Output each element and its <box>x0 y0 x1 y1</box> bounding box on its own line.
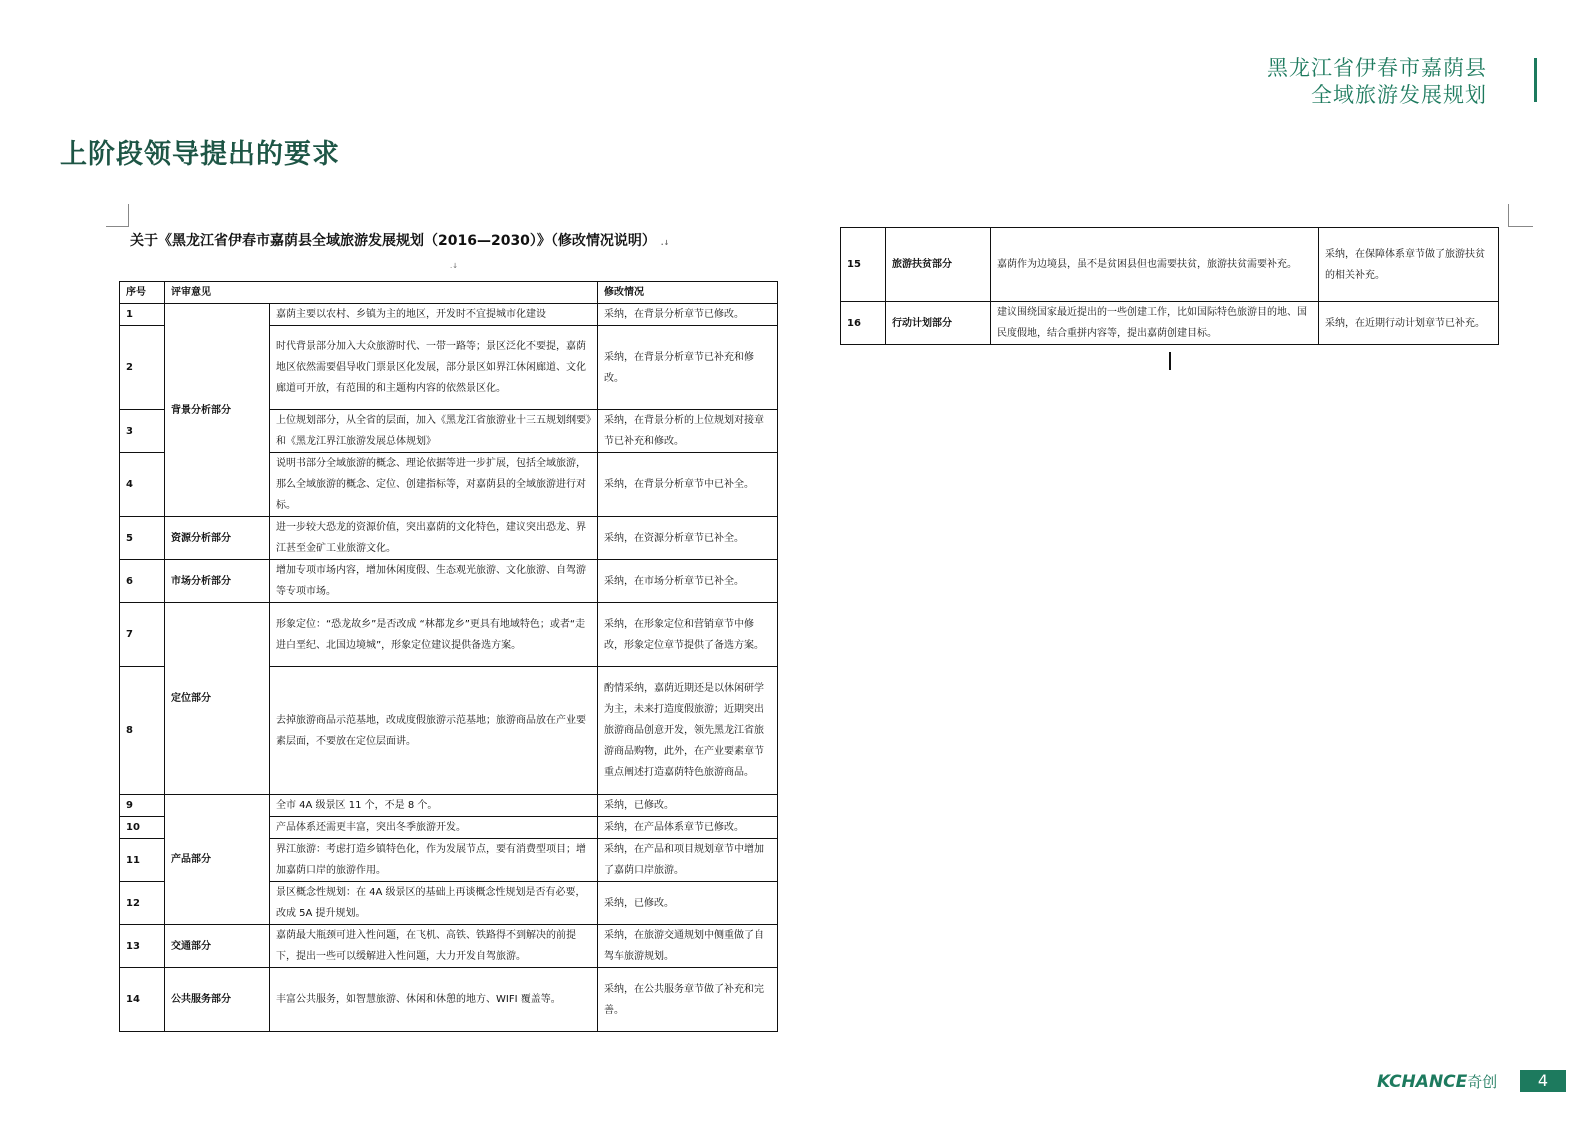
category-transport: 交通部分 <box>165 925 270 968</box>
row-number: 2 <box>120 326 165 410</box>
text-cursor <box>1169 352 1171 370</box>
category-background: 背景分析部分 <box>165 304 270 517</box>
row-opinion: 上位规划部分，从全省的层面，加入《黑龙江省旅游业十三五规划纲要》和《黑龙江界江旅游发展总体规划》 <box>270 410 598 453</box>
header-title-line1: 黑龙江省伊春市嘉荫县 <box>1267 56 1487 80</box>
row-number: 3 <box>120 410 165 453</box>
row-opinion: 建议围绕国家最近提出的一些创建工作，比如国际特色旅游目的地、国民度假地，结合重拼内容等，提出嘉荫创建目标。 <box>991 302 1319 345</box>
row-number: 15 <box>841 228 886 302</box>
review-table-left <box>119 281 778 1032</box>
header-opinion: 评审意见 <box>165 282 598 304</box>
row-opinion: 时代背景部分加入大众旅游时代、一带一路等；景区泛化不要提，嘉荫地区依然需要倡导收门票景区化发展，部分景区如界江休闲廊道、文化廊道可开放，有范围的和主题构内容的依然景区化。 <box>270 326 598 410</box>
paragraph-mark: .↓ <box>660 239 670 247</box>
table-row <box>120 603 778 667</box>
table-row <box>841 302 1499 345</box>
category-positioning: 定位部分 <box>165 603 270 795</box>
row-number: 6 <box>120 560 165 603</box>
table-header-row <box>120 282 778 304</box>
row-number: 8 <box>120 667 165 795</box>
category-poverty: 旅游扶贫部分 <box>886 228 991 302</box>
row-number: 11 <box>120 839 165 882</box>
row-opinion: 产品体系还需更丰富，突出冬季旅游开发。 <box>270 817 598 839</box>
category-resource: 资源分析部分 <box>165 517 270 560</box>
row-number: 16 <box>841 302 886 345</box>
table-row <box>120 517 778 560</box>
kchance-logo <box>1377 1071 1497 1092</box>
row-number: 4 <box>120 453 165 517</box>
row-result: 采纳，在产品体系章节已修改。 <box>598 817 778 839</box>
row-result: 采纳，已修改。 <box>598 795 778 817</box>
row-opinion: 去掉旅游商品示范基地，改成度假旅游示范基地；旅游商品放在产业要素层面，不要放在定位层面讲。 <box>270 667 598 795</box>
row-result: 采纳，在背景分析章节已修改。 <box>598 304 778 326</box>
table-row <box>120 304 778 326</box>
row-number: 12 <box>120 882 165 925</box>
paragraph-mark-2: .↓ <box>450 262 459 270</box>
row-opinion: 全市 4A 级景区 11 个，不是 8 个。 <box>270 795 598 817</box>
row-result: 采纳，在资源分析章节已补全。 <box>598 517 778 560</box>
document-title <box>130 230 669 250</box>
row-number: 5 <box>120 517 165 560</box>
row-opinion: 嘉荫作为边境县，虽不是贫困县但也需要扶贫，旅游扶贫需要补充。 <box>991 228 1319 302</box>
row-opinion: 界江旅游：考虑打造乡镇特色化，作为发展节点，要有消费型项目；增加嘉荫口岸的旅游作用。 <box>270 839 598 882</box>
page-number: 4 <box>1520 1070 1566 1092</box>
row-number: 7 <box>120 603 165 667</box>
header-number: 序号 <box>120 282 165 304</box>
row-opinion: 说明书部分全域旅游的概念、理论依据等进一步扩展，包括全域旅游，那么全域旅游的概念、定位、创建指标等，对嘉荫县的全域旅游进行对标。 <box>270 453 598 517</box>
row-opinion: 嘉荫最大瓶颈可进入性问题，在飞机、高铁、铁路得不到解决的前提下，提出一些可以缓解进入性问题，大力开发自驾旅游。 <box>270 925 598 968</box>
table-row <box>841 228 1499 302</box>
row-result: 采纳，已修改。 <box>598 882 778 925</box>
row-number: 13 <box>120 925 165 968</box>
crop-mark-top-left <box>106 204 129 227</box>
row-opinion: 丰富公共服务，如智慧旅游、休闲和休憩的地方、WIFI 覆盖等。 <box>270 968 598 1032</box>
row-opinion: 嘉荫主要以农村、乡镇为主的地区，开发时不宜提城市化建设 <box>270 304 598 326</box>
category-action-plan: 行动计划部分 <box>886 302 991 345</box>
document-title-text: 关于《黑龙江省伊春市嘉荫县全域旅游发展规划（2016—2030）》（修改情况说明） <box>130 233 656 249</box>
page-title: 上阶段领导提出的要求 <box>60 139 340 170</box>
logo-latin: KCHANCE <box>1377 1072 1468 1092</box>
category-product: 产品部分 <box>165 795 270 925</box>
row-result: 采纳，在形象定位和营销章节中修改，形象定位章节提供了备选方案。 <box>598 603 778 667</box>
table-row <box>120 968 778 1032</box>
header-accent-bar <box>1534 58 1537 102</box>
row-opinion: 形象定位：“恐龙故乡”是否改成 “林都龙乡”更具有地域特色；或者“走进白垩纪、北国边境城”，形象定位建议提供备选方案。 <box>270 603 598 667</box>
header-result: 修改情况 <box>598 282 778 304</box>
row-number: 10 <box>120 817 165 839</box>
row-result: 采纳，在背景分析的上位规划对接章节已补充和修改。 <box>598 410 778 453</box>
table-row <box>120 795 778 817</box>
logo-cn: 奇创 <box>1467 1073 1498 1091</box>
row-opinion: 景区概念性规划：在 4A 级景区的基础上再谈概念性规划是否有必要，改成 5A 提升规划。 <box>270 882 598 925</box>
crop-mark-top-right <box>1508 204 1533 227</box>
row-number: 14 <box>120 968 165 1032</box>
row-result: 采纳，在产品和项目规划章节中增加了嘉荫口岸旅游。 <box>598 839 778 882</box>
row-result: 采纳，在旅游交通规划中侧重做了自驾车旅游规划。 <box>598 925 778 968</box>
row-opinion: 增加专项市场内容，增加休闲度假、生态观光旅游、文化旅游、自驾游等专项市场。 <box>270 560 598 603</box>
category-public-service: 公共服务部分 <box>165 968 270 1032</box>
row-result: 采纳，在公共服务章节做了补充和完善。 <box>598 968 778 1032</box>
row-result: 酌情采纳，嘉荫近期还是以休闲研学为主，未来打造度假旅游；近期突出旅游商品创意开发，领先黑龙江省旅游商品购物，此外，在产业要素章节重点阐述打造嘉荫特色旅游商品。 <box>598 667 778 795</box>
table-row <box>120 925 778 968</box>
row-number: 9 <box>120 795 165 817</box>
row-result: 采纳，在近期行动计划章节已补充。 <box>1319 302 1499 345</box>
row-number: 1 <box>120 304 165 326</box>
row-result: 采纳，在背景分析章节中已补全。 <box>598 453 778 517</box>
header-title <box>1267 55 1487 109</box>
row-result: 采纳，在保障体系章节做了旅游扶贫的相关补充。 <box>1319 228 1499 302</box>
row-result: 采纳，在背景分析章节已补充和修改。 <box>598 326 778 410</box>
header-title-line2: 全域旅游发展规划 <box>1311 83 1487 107</box>
review-table-right <box>840 227 1499 345</box>
table-row <box>120 560 778 603</box>
category-market: 市场分析部分 <box>165 560 270 603</box>
row-result: 采纳，在市场分析章节已补全。 <box>598 560 778 603</box>
row-opinion: 进一步较大恐龙的资源价值，突出嘉荫的文化特色，建议突出恐龙、界江甚至金矿工业旅游文化。 <box>270 517 598 560</box>
